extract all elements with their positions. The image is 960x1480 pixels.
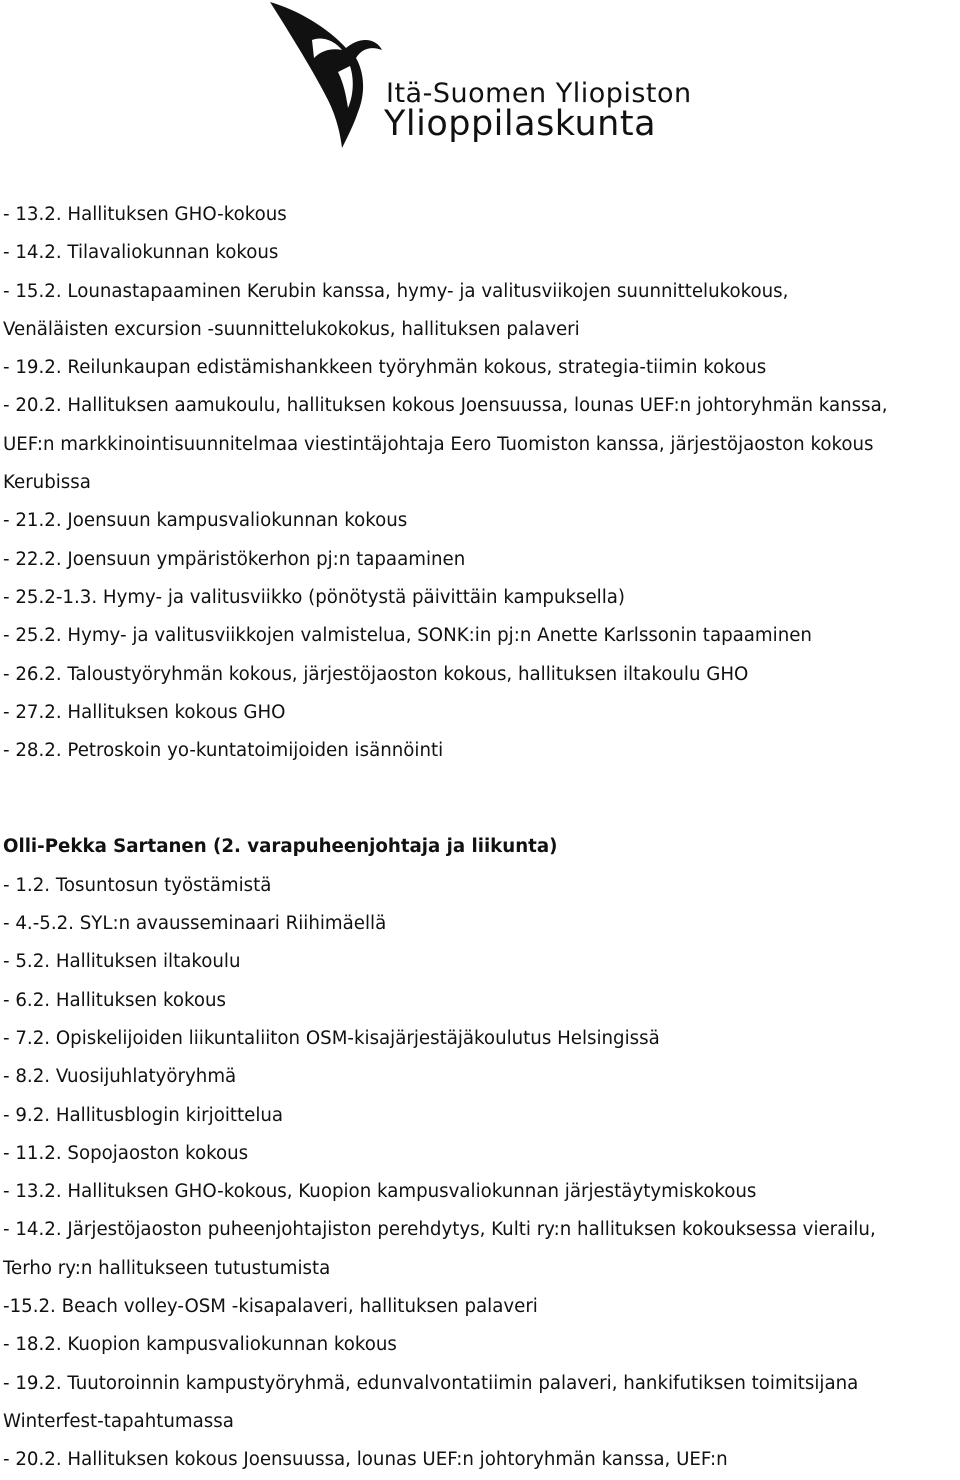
list-item: Venäläisten excursion -suunnittelukokokus, hallituksen palaveri: [3, 318, 580, 340]
list-item: - 25.2. Hymy- ja valitusviikkojen valmistelua, SONK:in pj:n Anette Karlssonin tapaaminen: [3, 625, 812, 647]
list-item: - 22.2. Joensuun ympäristökerhon pj:n tapaaminen: [3, 548, 466, 570]
list-item: Kerubissa: [3, 472, 91, 494]
list-item: - 5.2. Hallituksen iltakoulu: [3, 951, 241, 973]
list-item: - 1.2. Tosuntosun työstämistä: [3, 874, 272, 896]
list-item: Winterfest-tapahtumassa: [3, 1410, 234, 1432]
organization-logo: [268, 0, 708, 150]
logo-text-student-union: Ylioppilaskunta: [384, 104, 657, 144]
list-item: - 13.2. Hallituksen GHO-kokous: [3, 204, 287, 225]
list-item: - 26.2. Taloustyöryhmän kokous, järjestöjaoston kokous, hallituksen iltakoulu GHO: [3, 663, 749, 685]
report-section-1: [3, 196, 958, 770]
list-item: - 19.2. Reilunkaupan edistämishankkeen työryhmän kokous, strategia-tiimin kokous: [3, 357, 767, 379]
swan-emblem-icon: [268, 0, 388, 150]
list-item: - 27.2. Hallituksen kokous GHO: [3, 701, 286, 723]
list-item: - 9.2. Hallitusblogin kirjoittelua: [3, 1104, 284, 1126]
section-heading: Olli-Pekka Sartanen (2. varapuheenjohtaja ja liikunta): [3, 836, 558, 858]
list-item: - 18.2. Kuopion kampusvaliokunnan kokous: [3, 1334, 397, 1356]
list-item: - 8.2. Vuosijuhlatyöryhmä: [3, 1066, 237, 1088]
list-item: - 11.2. Sopojaoston kokous: [3, 1142, 249, 1164]
list-item: Terho ry:n hallitukseen tutustumista: [3, 1257, 331, 1279]
list-item: - 13.2. Hallituksen GHO-kokous, Kuopion kampusvaliokunnan järjestäytymiskokous: [3, 1181, 757, 1203]
list-item: -15.2. Beach volley-OSM -kisapalaveri, hallituksen palaveri: [3, 1296, 538, 1318]
list-item: - 7.2. Opiskelijoiden liikuntaliiton OSM-kisajärjestäjäkoulutus Helsingissä: [3, 1027, 660, 1049]
list-item: - 6.2. Hallituksen kokous: [3, 989, 227, 1011]
list-item: - 20.2. Hallituksen kokous Joensuussa, lounas UEF:n johtoryhmän kanssa, UEF:n: [3, 1449, 728, 1471]
list-item: - 19.2. Tuutoroinnin kampustyöryhmä, edunvalvontatiimin palaveri, hankifutiksen toimitsijana: [3, 1372, 859, 1394]
logo-text-university: Itä-Suomen Yliopiston: [386, 78, 692, 109]
list-item: - 15.2. Lounastapaaminen Kerubin kanssa, hymy- ja valitusviikojen suunnittelukokous,: [3, 280, 789, 302]
report-section-2: [3, 828, 958, 1479]
list-item: - 25.2-1.3. Hymy- ja valitusviikko (pönötystä päivittäin kampuksella): [3, 586, 626, 608]
document-body: [3, 196, 958, 1480]
section-spacer: [3, 770, 958, 828]
list-item: - 14.2. Tilavaliokunnan kokous: [3, 242, 279, 264]
list-item: - 20.2. Hallituksen aamukoulu, hallituksen kokous Joensuussa, lounas UEF:n johtoryhmän kanssa,: [3, 395, 888, 417]
list-item: - 21.2. Joensuun kampusvaliokunnan kokous: [3, 510, 408, 532]
list-item: - 4.-5.2. SYL:n avausseminaari Riihimäellä: [3, 913, 387, 935]
list-item: - 28.2. Petroskoin yo-kuntatoimijoiden isännöinti: [3, 740, 444, 762]
list-item: - 14.2. Järjestöjaoston puheenjohtajiston perehdytys, Kulti ry:n hallituksen kokouksessa vierailu,: [3, 1219, 876, 1241]
list-item: UEF:n markkinointisuunnitelmaa viestintäjohtaja Eero Tuomiston kanssa, järjestöjaoston kokous: [3, 433, 874, 455]
